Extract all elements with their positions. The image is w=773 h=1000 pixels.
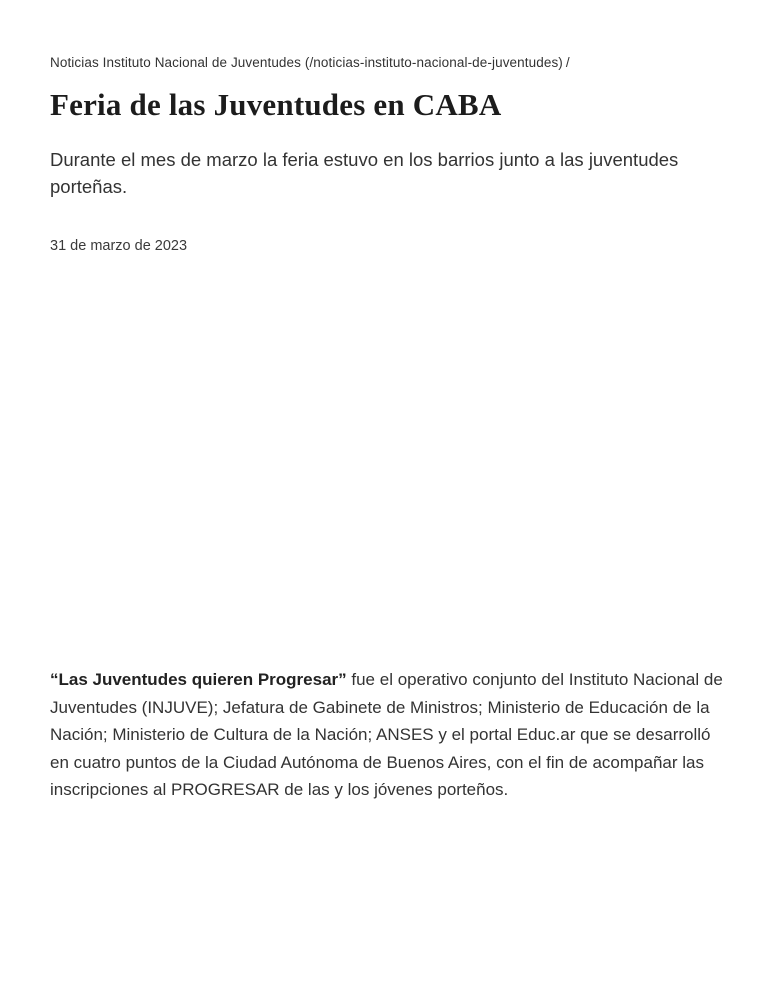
page-title: Feria de las Juventudes en CABA <box>50 87 502 122</box>
article-body-bold-intro: “Las Juventudes quieren Progresar” <box>50 670 347 689</box>
article-date: 31 de marzo de 2023 <box>50 238 188 254</box>
breadcrumb <box>50 55 723 71</box>
breadcrumb-link-url: (/noticias-instituto-nacional-de-juventudes) <box>304 55 563 70</box>
article-body-text: fue el operativo conjunto del Instituto Nacional de Juventudes (INJUVE); Jefatura de Gabinete de Ministros; Ministerio de Educación de la Nación; Ministerio de Cultura de la Nación; ANSES y el portal Educ.ar que se desarrolló en cuatro puntos de la Ciudad Autónoma de Buenos Aires, con el fin de acompañar las inscripciones al PROGRESAR de las y los jóvenes porteños. <box>50 670 723 799</box>
breadcrumb-link-noticias[interactable]: Noticias Instituto Nacional de Juventudes <box>50 55 301 70</box>
article-body <box>50 666 723 804</box>
breadcrumb-separator: / <box>565 55 570 70</box>
article-lead: Durante el mes de marzo la feria estuvo en los barrios junto a las juventudes porteñas. <box>50 149 679 197</box>
article-image-placeholder <box>50 254 723 666</box>
